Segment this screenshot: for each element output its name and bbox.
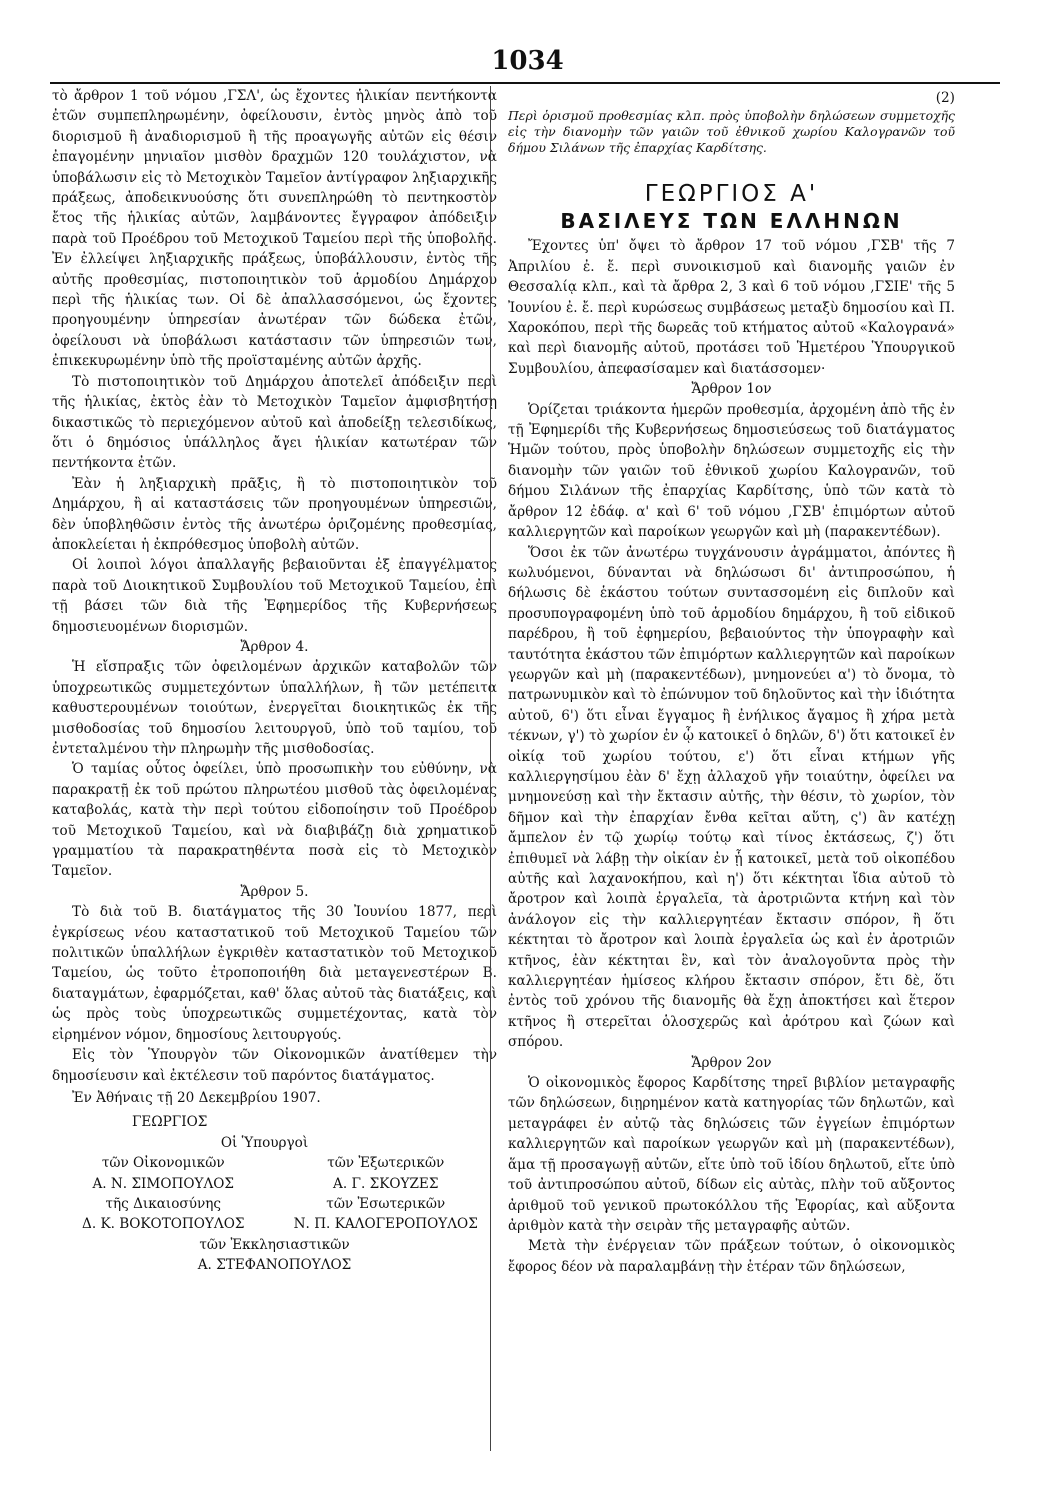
ministers-name-row [52,1174,497,1194]
minister-office: τῶν Οἰκονομικῶν [101,1155,225,1172]
right-column [508,86,955,1277]
article-heading: Ἄρθρον 2ον [691,1054,772,1071]
body-paragraph: Οἱ λοιποὶ λόγοι ἀπαλλαγῆς βεβαιοῦνται ἐξ ἐπαγγέλματος παρὰ τοῦ Διοικητικοῦ Συμβουλίου τοῦ Μετοχικοῦ Ταμείου, ἐπὶ τῇ βάσει τῶν διὰ τῆς Ἐφημερίδος τῆς Κυβερνήσεως δημοσιευομένων διορισμῶν. [52,557,497,635]
header-rule [50,82,1000,84]
body-paragraph: Εἰς τὸν Ὑπουργὸν τῶν Οἰκονομικῶν ἀνατίθεμεν τὴν δημοσίευσιν καὶ ἐκτέλεσιν τοῦ παρόντος διατάγματος. [52,1047,497,1084]
ministers-name-row [52,1214,497,1234]
minister-office: τῆς Δικαιοσύνης [105,1195,221,1212]
body-paragraph: Ἐὰν ἡ ληξιαρχικὴ πρᾶξις, ἢ τὸ πιστοποιητικὸν τοῦ Δημάρχου, ἢ αἱ καταστάσεις τῶν προηγουμένων ὑπηρεσιῶν, δὲν ὑποβληθῶσιν ἐντὸς τῆς ἀνωτέρω ὁριζομένης προθεσμίας, ἀποκλείεται ἡ ἐκπρόθεσμος ὑποβολὴ αὐτῶν. [52,475,497,553]
decree-number: (2) [935,90,955,106]
article-heading: Ἄρθρον 1ον [691,381,772,398]
body-paragraph: Ἡ εἴσπραξις τῶν ὀφειλομένων ἀρχικῶν καταβολῶν τῶν ὑποχρεωτικῶς συμμετεχόντων ὑπαλλήλων, ἢ τῶν μετέπειτα καθυστερουμένων τοιούτων, ἐνεργεῖται διοικητικῶς ἐκ τῆς μισθοδοσίας τοῦ δημοσίου λειτουργοῦ, ὑπὸ τοῦ ταμίου, τοῦ ἐντεταλμένου τὴν πληρωμὴν τῆς μισθοδοσίας. [52,659,497,757]
column-divider [490,86,491,1451]
minister-name: Δ. Κ. ΒΟΚΟΤΟΠΟΥΛΟΣ [82,1216,245,1233]
minister-name: Α. ΣΤΕΦΑΝΟΠΟΥΛΟΣ [197,1257,352,1274]
body-paragraph: τὸ ἄρθρον 1 τοῦ νόμου ,ΓΣΛ', ὡς ἔχοντες ἡλικίαν πεντήκοντα ἐτῶν συμπεπληρωμένην, ὀφείλουσιν, ἐντὸς μηνὸς ἀπὸ τοῦ διορισμοῦ ἢ ἀναδιορισμοῦ ἢ τῆς προαγωγῆς αὐτῶν εἰς θέσιν ἐπαγομένην μηνιαῖον μισθὸν δραχμῶν 120 τουλάχιστον, νὰ ὑποβάλωσιν εἰς τὸ Μετοχικὸν Ταμεῖον ἀντίγραφον ληξιαρχικῆς πράξεως, ἀποδεικνυούσης ὅτι συνεπληρώθη τὸ πεντηκοστὸν ἔτος τῆς ἡλικίας αὐτῶν, λαμβάνοντες ἔγγραφον ἀπόδειξιν παρὰ τοῦ Προέδρου τοῦ Μετοχικοῦ Ταμείου περὶ τῆς ὑποβολῆς. Ἐν ἐλλείψει ληξιαρχικῆς πράξεως, ὑποβάλλουσιν, ἐντὸς τῆς αὐτῆς προθεσμίας, πιστοποιητικὸν τοῦ ἁρμοδίου Δημάρχου περὶ τῆς ἡλικίας των. Οἱ δὲ ἀπαλλασσόμενοι, ὡς ἔχοντες προηγουμένην ὑπηρεσίαν ἀνωτέραν τῶν δώδεκα ἐτῶν, ὀφείλουσι νὰ ὑποβάλωσι κατάστασιν τῶν ὑπηρεσιῶν των, ἐπικεκυρωμένην ὑπὸ τῆς προϊσταμένης αὐτῶν ἀρχῆς. [52,88,497,370]
ministers-office-row [52,1153,497,1173]
decree-subject: Περὶ ὁρισμοῦ προθεσμίας κλπ. πρὸς ὑποβολὴν δηλώσεων συμμετοχῆς εἰς τὴν διανομὴν τῶν γαιῶν τοῦ ἐθνικοῦ χωρίου Καλογρανῶν τοῦ δήμου Σιλάνων τῆς ἐπαρχίας Καρδίτσης. [508,108,955,156]
body-paragraph: Ὁρίζεται τριάκοντα ἡμερῶν προθεσμία, ἀρχομένη ἀπὸ τῆς ἐν τῇ Ἐφημερίδι τῆς Κυβερνήσεως δημοσιεύσεως τοῦ διατάγματος Ἡμῶν τούτου, πρὸς ὑποβολὴν δηλώσεων συμμετοχῆς εἰς τὴν διανομὴν τῶν γαιῶν τοῦ ἐθνικοῦ χωρίου Καλογρανῶν, τοῦ δήμου Σιλάνων τῆς ἐπαρχίας Καρδίτσης, ὑπὸ τῶν κατὰ τὸ ἄρθρον 12 ἐδάφ. α' καὶ 6' τοῦ νόμου ,ΓΣΒ' ἐπιμόρτων αὐτοῦ καλλιεργητῶν καὶ παροίκων γεωργῶν καὶ μὴ (παρακεντέδων). [508,401,955,541]
minister-name: Α. Γ. ΣΚΟΥΖΕΣ [333,1175,439,1192]
left-column [52,86,497,1276]
minister-name: Α. Ν. ΣΙΜΟΠΟΥΛΟΣ [92,1175,235,1192]
preamble: Ἔχοντες ὑπ' ὄψει τὸ ἄρθρον 17 τοῦ νόμου ,ΓΣΒ' τῆς 7 Ἀπριλίου ἐ. ἔ. περὶ συνοικισμοῦ καὶ διανομῆς γαιῶν ἐν Θεσσαλίᾳ κλπ., καὶ τὰ ἄρθρα 2, 3 καὶ 6 τοῦ νόμου ,ΓΣΙΕ' τῆς 5 Ἰουνίου ἐ. ἔ. περὶ κυρώσεως συμβάσεως μεταξὺ δημοσίου καὶ Π. Χαροκόπου, περὶ τῆς δωρεᾶς τοῦ κτήματος αὐτοῦ «Καλογρανά» καὶ περὶ διανομῆς αὐτοῦ, προτάσει τοῦ Ἡμετέρου Ὑπουργικοῦ Συμβουλίου, ἀπεφασίσαμεν καὶ διατάσσομεν· [508,238,955,377]
decree-date: Ἐν Ἀθήναις τῇ 20 Δεκεμβρίου 1907. [72,1089,321,1106]
body-paragraph: Μετὰ τὴν ἐνέργειαν τῶν πράξεων τούτων, ὁ οἰκονομικὸς ἔφορος δέον νὰ παραλαμβάνῃ τὴν ἑτέραν τῶν δηλώσεων, [508,1238,955,1275]
body-paragraph: Τὸ πιστοποιητικὸν τοῦ Δημάρχου ἀποτελεῖ ἀπόδειξιν περὶ τῆς ἡλικίας, ἐκτὸς ἐὰν τὸ Μετοχικὸν Ταμεῖον ἀμφισβητήσῃ δικαστικῶς τὸ περιεχόμενον αὐτοῦ καὶ ἀποδείξῃ τελεσιδίκως, ὅτι ὁ δημόσιος ὑπάλληλος ἄγει ἡλικίαν κατωτέραν τῶν πεντήκοντα ἐτῶν. [52,373,497,472]
ministers-heading: Οἱ Ὑπουργοὶ [220,1134,309,1151]
body-paragraph: Τὸ διὰ τοῦ Β. διατάγματος τῆς 30 Ἰουνίου 1877, περὶ ἐγκρίσεως νέου καταστατικοῦ τοῦ Μετοχικοῦ Ταμείου τῶν πολιτικῶν ὑπαλλήλων ἐγκριθὲν καταστατικὸν τοῦ Μετοχικοῦ Ταμείου, ὡς τοῦτο ἐτροποποιήθη διὰ μεταγενεστέρων Β. διαταγμάτων, ἐφαρμόζεται, καθ' ὅλας αὐτοῦ τὰς διατάξεις, καὶ ὡς πρὸς τοὺς ὑποχρεωτικῶς συμμετέχοντας, κατὰ τὸν εἰρημένον νόμον, δημοσίους λειτουργούς. [52,904,497,1043]
article-heading: Ἄρθρον 4. [240,638,309,655]
body-paragraph: Ὅσοι ἐκ τῶν ἀνωτέρω τυγχάνουσιν ἀγράμματοι, ἀπόντες ἢ κωλυόμενοι, δύνανται νὰ δηλώσωσι δι' ἀντιπροσώπου, ἡ δήλωσις δὲ ἑκάστου τούτων συντασσομένη εἰς διπλοῦν καὶ προσυπογραφομένη ὑπὸ τοῦ ἁρμοδίου δημάρχου, ἢ τοῦ εἰδικοῦ παρέδρου, ἢ τοῦ ἐφημερίου, βεβαιούντος τὴν ὑπογραφὴν καὶ ταυτότητα ἑκάστου τῶν ἐπιμόρτων καλλιεργητῶν καὶ παροίκων γεωργῶν καὶ μὴ (παρακεντέδων), μνημονεύει α') τὸ ὄνομα, τὸ πατρωνυμικὸν καὶ τὸ ἐπώνυμον τοῦ δηλοῦντος καὶ τὴν ἰδιότητα αὐτοῦ, 6') ὅτι εἶναι ἔγγαμος ἢ ἐνήλικος ἄγαμος ἢ χήρα μετὰ τέκνων, γ') τὸ χωρίον ἐν ᾧ κατοικεῖ ὁ δηλῶν, δ') ὅτι κατοικεῖ ἐν οἰκίᾳ τοῦ χωρίου τούτου, ε') ὅτι εἶναι κτήμων γῆς καλλιεργησίμου ἐὰν δ' ἔχῃ ἀλλαχοῦ γῆν τοιαύτην, ὀφείλει να μνημονεύσῃ καὶ τὴν ἔκτασιν αὐτῆς, τὴν θέσιν, τὸ χωρίον, τὸν δῆμον καὶ τὴν ἐπαρχίαν ἔνθα κεῖται αὕτη, ς') ἂν κατέχῃ ἄμπελον ἐν τῷ χωρίῳ τούτῳ καὶ τίνος ἐκτάσεως, ζ') ὅτι ἐπιθυμεῖ νὰ λάβῃ τὴν οἰκίαν ἐν ᾗ κατοικεῖ, μετὰ τοῦ οἰκοπέδου αὐτῆς καὶ λαχανοκήπου, καὶ η') ὅτι κέκτηται ἴδια αὐτοῦ τὸ ἄροτρον καὶ λοιπὰ ἐργαλεῖα, τὰ ἀροτριῶντα κτήνη καὶ τὸν ἀνάλογον εἰς τὴν καλλιεργητέαν ἔκτασιν σπόρον, ἢ ὅτι κέκτηται τὸ ἄροτρον καὶ λοιπὰ ἐργαλεῖα ὡς καὶ ἐν ἀροτριῶν κτῆνος, ἐὰν κέκτηται ἓν, καὶ τὸν ἀναλογοῦντα πρὸς τὴν καλλιεργητέαν ἡμίσεος κλήρου ἔκτασιν σπόρον, ἔτι δὲ, ὅτι ἐντὸς τοῦ χρόνου τῆς διανομῆς θὰ ἔχῃ ἀποκτήσει καὶ ἕτερον κτῆνος ἢ στερεῖται ὁλοσχερῶς καὶ ἀρότρου καὶ ζώων καὶ σπόρου. [508,544,955,1051]
minister-name: Ν. Π. ΚΑΛΟΓΕΡΟΠΟΥΛΟΣ [293,1216,478,1233]
king-subtitle: ΒΑΣΙΛΕΥΣ ΤΩΝ ΕΛΛΗΝΩΝ [560,209,903,234]
king-signature: ΓΕΩΡΓΙΟΣ [132,1114,208,1131]
article-heading: Ἄρθρον 5. [240,883,309,900]
minister-office: τῶν Ἐξωτερικῶν [327,1155,445,1172]
body-paragraph: Ὁ οἰκονομικὸς ἔφορος Καρδίτσης τηρεῖ βιβλίον μεταγραφῆς τῶν δηλώσεων, διῃρημένον κατὰ κατηγορίας τῶν δηλωτῶν, καὶ μεταγράφει ἐν αὐτῷ τὰς δηλώσεις τῶν ἐγγείων ἐπιμόρτων καλλιεργητῶν καὶ παροίκων γεωργῶν καὶ μὴ (παρακεντέδων), ἅμα τῇ προσαγωγῇ αὐτῶν, εἴτε ὑπὸ τοῦ ἰδίου δηλωτοῦ, εἴτε ὑπὸ τοῦ ἀντιπροσώπου αὐτοῦ, δίδων εἰς αὐτὰς, πλὴν τοῦ αὔξοντος ἀριθμοῦ τοῦ γενικοῦ πρωτοκόλλου τῆς Ἐφορίας, καὶ αὔξοντα ἀριθμὸν κατὰ τὴν σειρὰν τῆς μεταγραφῆς αὐτῶν. [508,1075,955,1234]
minister-office: τῶν Ἐκκλησιαστικῶν [199,1236,350,1253]
king-title: ΓΕΩΡΓΙΟΣ Α' [644,181,819,208]
ministers-office-row [52,1194,497,1214]
body-paragraph: Ὁ ταμίας οὗτος ὀφείλει, ὑπὸ προσωπικὴν του εὐθύνην, νὰ παρακρατῇ ἐκ τοῦ πρώτου πληρωτέου μισθοῦ τὰς ὀφειλομένας καταβολάς, κατὰ τὴν περὶ τούτου εἰδοποίησιν τοῦ Προέδρου τοῦ Μετοχικοῦ Ταμείου, καὶ νὰ διαβιβάζῃ διὰ χρηματικοῦ γραμματίου τὰ παρακρατηθέντα ποσὰ εἰς τὸ Μετοχικὸν Ταμεῖον. [52,761,497,880]
minister-office: τῶν Ἐσωτερικῶν [326,1195,446,1212]
page-number: 1034 [491,46,564,76]
